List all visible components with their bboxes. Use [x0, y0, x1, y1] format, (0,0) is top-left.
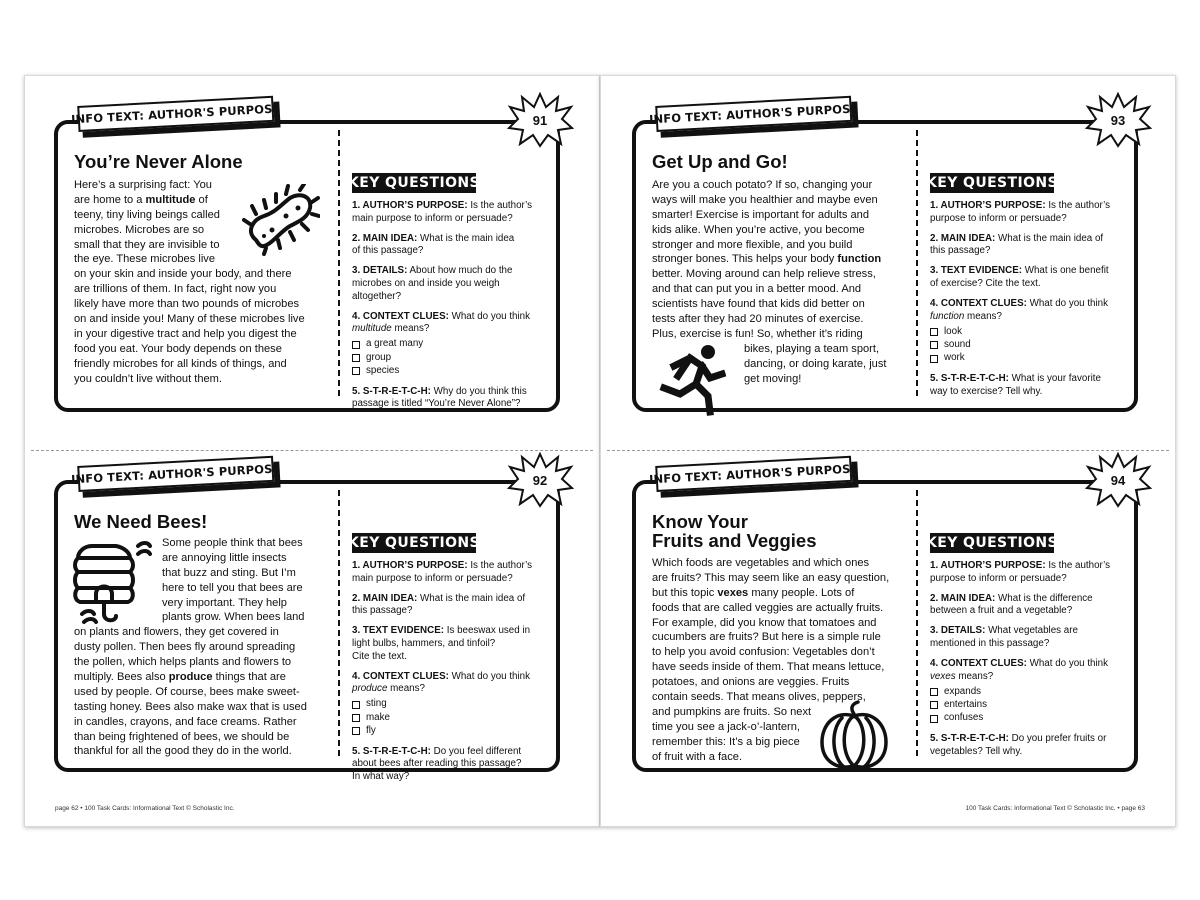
passage-line: multiply. Bees also produce things that are [74, 671, 286, 684]
question-text: microbes on and inside you weigh [352, 277, 500, 289]
option-label: make [366, 711, 390, 723]
passage-line: the pollen, which helps plants and flowers to [74, 656, 292, 669]
answer-option[interactable] [930, 699, 1126, 712]
passage-line: plants grow. When bees land [162, 611, 305, 624]
passage-line: you couldn’t live without them. [74, 372, 222, 385]
key-questions-label: KEY QUESTIONS [348, 535, 480, 551]
passage-line: the eye. These microbes live [74, 253, 216, 266]
option-label: look [944, 325, 962, 337]
checkbox[interactable] [930, 701, 938, 709]
passage-line: in your digestive tract and help you digest the [74, 327, 297, 340]
card-number-burst [506, 452, 574, 508]
answer-option[interactable] [352, 338, 548, 351]
checkbox[interactable] [930, 715, 938, 723]
question-text: of this passage? [352, 245, 424, 257]
column-divider [338, 490, 340, 756]
task-card-91 [54, 100, 566, 416]
question-text: mentioned in this passage? [930, 637, 1050, 649]
cut-line [31, 450, 593, 451]
question-2 [930, 233, 1126, 258]
answer-option[interactable] [930, 325, 1126, 338]
answer-option[interactable] [930, 339, 1126, 352]
card-number: 92 [532, 472, 548, 488]
passage-line: but this topic vexes many people. Lots of [652, 586, 855, 599]
question-text: 4. CONTEXT CLUES: What do you think [930, 298, 1109, 310]
passage-line: friendly microbes for all kinds of things, and [74, 357, 287, 370]
question-text: 3. TEXT EVIDENCE: Is beeswax used in [352, 625, 531, 637]
passage-line: here to tell you that bees are [162, 581, 303, 594]
question-2 [352, 233, 548, 258]
question-text: main purpose to inform or persuade? [352, 572, 513, 584]
question-text: between a fruit and a vegetable? [930, 605, 1073, 617]
option-label: sting [366, 698, 387, 710]
question-text: 3. DETAILS: About how much do the [352, 265, 513, 277]
key-questions-list [930, 200, 1126, 406]
question-text: 3. TEXT EVIDENCE: What is one benefit [930, 265, 1109, 277]
column-divider [916, 130, 918, 396]
option-label: sound [944, 339, 971, 351]
passage-line: very important. They help [162, 596, 287, 609]
passage-line: Which foods are vegetables and which ones [652, 557, 870, 569]
passage-line: scientists have found that kids did better on [652, 298, 865, 311]
card-number: 91 [532, 112, 548, 128]
option-label: confuses [944, 712, 984, 724]
column-divider [338, 130, 340, 396]
passage-line: on your skin and inside your body, and there [74, 268, 292, 281]
banner-label: INFO TEXT: AUTHOR'S PURPOSE [648, 101, 859, 127]
question-text: 2. MAIN IDEA: What is the difference [930, 592, 1093, 604]
card-number-burst [506, 92, 574, 148]
passage-line: are home to a multitude of [74, 193, 208, 206]
passage-line: small that they are invisible to [74, 238, 220, 251]
passage-line: than being frightened of bees, we should be [74, 730, 290, 743]
question-text: 5. S-T-R-E-T-C-H: Why do you think this [352, 385, 527, 397]
question-text: altogether? [352, 290, 402, 302]
card-number: 93 [1110, 112, 1126, 128]
passage-line: microbes. Microbes are so [74, 223, 205, 236]
question-4 [352, 671, 548, 738]
checkbox[interactable] [930, 688, 938, 696]
question-1 [930, 200, 1126, 225]
checkbox[interactable] [352, 367, 360, 375]
question-text: 5. S-T-R-E-T-C-H: What is your favorite [930, 372, 1101, 384]
key-questions-label: KEY QUESTIONS [348, 175, 480, 191]
page-footer-right: 100 Task Cards: Informational Text © Scholastic Inc. • page 63 [965, 805, 1145, 812]
task-card-93 [632, 100, 1144, 416]
passage-line: of fruit with a face. [652, 750, 743, 763]
passage-line: used by people. Of course, bees make sweet- [74, 685, 300, 698]
card-title: We Need Bees! [74, 511, 208, 532]
question-text: 1. AUTHOR’S PURPOSE: Is the author’s [352, 560, 533, 571]
question-3 [352, 265, 548, 303]
option-label: expands [944, 685, 982, 697]
question-text: main purpose to inform or persuade? [352, 212, 513, 224]
passage-line: remember this: It’s a big piece [652, 735, 800, 748]
passage-line: ways will make you healthier and maybe even [652, 193, 878, 206]
passage-line: are trillions of them. In fact, right now you [74, 283, 277, 296]
card-title-line-2: Fruits and Veggies [652, 530, 817, 551]
answer-option[interactable] [352, 711, 548, 724]
passage-line: bikes, playing a team sport, [744, 342, 880, 355]
passage-line: and that can put you in a better mood. And [652, 283, 862, 296]
answer-options [352, 338, 548, 378]
question-text: purpose to inform or persuade? [930, 572, 1067, 584]
banner-label: INFO TEXT: AUTHOR'S PURPOSE [70, 101, 281, 127]
answer-option[interactable] [930, 712, 1126, 725]
question-text: produce means? [352, 683, 425, 695]
question-text: 3. DETAILS: What vegetables are [930, 625, 1078, 637]
option-label: entertains [944, 699, 988, 711]
checkbox[interactable] [930, 355, 938, 363]
answer-option[interactable] [352, 351, 548, 364]
question-text: purpose to inform or persuade? [930, 212, 1067, 224]
question-text: 2. MAIN IDEA: What is the main idea of [930, 232, 1104, 244]
passage-line: are fruits? This may seem like an easy question, [652, 571, 890, 584]
passage-line: on plants and flowers, they get covered in [74, 626, 279, 639]
passage-line: dancing, or doing karate, just [744, 357, 887, 370]
task-card-94 [632, 460, 1144, 776]
question-text: 2. MAIN IDEA: What is the main idea of [352, 592, 526, 604]
checkbox[interactable] [930, 328, 938, 336]
question-2 [930, 593, 1126, 618]
answer-option[interactable] [352, 365, 548, 378]
question-text: 4. CONTEXT CLUES: What do you think [352, 670, 531, 682]
beehive-icon [72, 538, 156, 626]
question-text: 1. AUTHOR’S PURPOSE: Is the author’s [352, 200, 533, 211]
answer-options [930, 685, 1126, 725]
card-title: You’re Never Alone [74, 151, 243, 172]
passage-line: stronger bones. This helps your body function [652, 253, 882, 266]
question-1 [352, 200, 548, 225]
question-text: 5. S-T-R-E-T-C-H: Do you feel different [352, 745, 522, 757]
question-text: multitude means? [352, 323, 430, 335]
passage-line: get moving! [744, 372, 802, 385]
checkbox[interactable] [352, 701, 360, 709]
checkbox[interactable] [352, 727, 360, 735]
question-text: Cite the text. [352, 650, 407, 662]
answer-option[interactable] [930, 352, 1126, 365]
answer-options [930, 325, 1126, 365]
checkbox[interactable] [352, 341, 360, 349]
passage-line: Here’s a surprising fact: You [74, 179, 212, 191]
passage-line: cucumbers are fruits? But here is a simple rule [652, 631, 881, 644]
pumpkin-icon [818, 700, 890, 772]
question-text: 1. AUTHOR’S PURPOSE: Is the author’s [930, 200, 1111, 211]
question-2 [352, 593, 548, 618]
passage-line: thankful for all the good they do in the world. [74, 745, 292, 758]
microbe-icon [242, 184, 320, 256]
answer-options [352, 698, 548, 738]
card-number-burst [1084, 452, 1152, 508]
question-5 [930, 733, 1126, 758]
question-3 [930, 625, 1126, 650]
passage-line: are annoying little insects [162, 551, 287, 564]
question-5 [352, 746, 548, 784]
passage-line: stronger and more flexible, and you build [652, 238, 853, 251]
passage-line: contain seeds. That means olives, peppers, [652, 691, 866, 704]
question-5 [930, 373, 1126, 398]
checkbox[interactable] [352, 714, 360, 722]
passage-line: tests after they had 20 minutes of exercise. [652, 313, 864, 326]
question-4 [352, 311, 548, 378]
question-4 [930, 298, 1126, 365]
passage-line: potatoes, and onions are veggies. Fruits [652, 676, 850, 689]
answer-option[interactable] [352, 698, 548, 711]
passage-line: dusty pollen. Then bees fly around spreading [74, 641, 296, 654]
question-text: 4. CONTEXT CLUES: What do you think [352, 310, 531, 322]
question-4 [930, 658, 1126, 725]
passage-line: likely have more than two pounds of microbes [74, 298, 300, 311]
passage-line: tasting honey. Bees also make wax that is used [74, 700, 307, 713]
question-3 [930, 265, 1126, 290]
runner-icon [656, 344, 726, 416]
task-card-92 [54, 460, 566, 782]
question-1 [930, 560, 1126, 585]
question-5 [352, 386, 548, 411]
passage-line: in candles, crayons, and face creams. Rather [74, 715, 297, 728]
passage-line: on and inside you! Many of these microbes live [74, 313, 305, 326]
key-questions-label: KEY QUESTIONS [926, 175, 1058, 191]
banner-label: INFO TEXT: AUTHOR'S PURPOSE [648, 461, 859, 487]
question-text: vexes means? [930, 670, 994, 682]
passage-line: and pumpkins are fruits. So next [652, 705, 812, 718]
question-3 [352, 625, 548, 663]
option-label: a great many [366, 338, 424, 350]
option-label: group [366, 351, 392, 363]
key-questions-list [352, 200, 548, 418]
key-questions-label: KEY QUESTIONS [926, 535, 1058, 551]
question-text: 2. MAIN IDEA: What is the main idea [352, 232, 515, 244]
option-label: species [366, 365, 400, 377]
checkbox[interactable] [352, 354, 360, 362]
question-text: In what way? [352, 770, 410, 782]
passage-line: Are you a couch potato? If so, changing your [652, 179, 873, 191]
question-text: 5. S-T-R-E-T-C-H: Do you prefer fruits or [930, 732, 1107, 744]
key-questions-list [930, 560, 1126, 766]
passage-line: to help you avoid confusion: Vegetables don’t [652, 646, 875, 659]
question-text: 1. AUTHOR’S PURPOSE: Is the author’s [930, 560, 1111, 571]
answer-option[interactable] [930, 685, 1126, 698]
option-label: work [944, 352, 965, 364]
passage-line: smarter! Exercise is important for adults and [652, 208, 870, 221]
passage-line: kids alike. When you’re active, you become [652, 223, 865, 236]
question-text: function means? [930, 310, 1002, 322]
question-text: about bees after reading this passage? [352, 758, 522, 770]
question-text: this passage? [352, 605, 413, 617]
passage-line: better. Moving around can help relieve stress, [652, 268, 876, 281]
question-text: light bulbs, hammers, and tinfoil? [352, 637, 496, 649]
question-text: this passage? [930, 245, 991, 257]
key-questions-list [352, 560, 548, 791]
card-number: 94 [1110, 472, 1126, 488]
passage-line: teeny, tiny living beings called [74, 208, 220, 221]
question-text: of exercise? Cite the text. [930, 277, 1041, 289]
passage-line: Some people think that bees [162, 537, 303, 549]
passage-line: time you see a jack-o’-lantern, [652, 720, 800, 733]
answer-option[interactable] [352, 725, 548, 738]
cut-line [607, 450, 1169, 451]
card-title: Get Up and Go! [652, 151, 788, 172]
passage-line: Plus, exercise is fun! So, whether it’s riding [652, 327, 863, 340]
card-number-burst [1084, 92, 1152, 148]
question-text: passage is titled “You’re Never Alone”? [352, 398, 521, 410]
card-title-line-1: Know Your [652, 511, 748, 532]
banner-label: INFO TEXT: AUTHOR'S PURPOSE [70, 461, 281, 487]
passage-line: For example, did you know that tomatoes and [652, 616, 877, 629]
question-text: 4. CONTEXT CLUES: What do you think [930, 658, 1109, 670]
passage-line: foods that are called veggies are actually fruits. [652, 601, 884, 614]
column-divider [916, 490, 918, 756]
question-text: way to exercise? Tell why. [930, 385, 1043, 397]
option-label: fly [366, 725, 376, 737]
checkbox[interactable] [930, 341, 938, 349]
passage-line: food you eat. Your body depends on these [74, 342, 282, 355]
passage-line: have seeds inside of them. That means lettuce, [652, 661, 885, 674]
passage-line: that buzz and sting. But I’m [162, 566, 296, 579]
question-1 [352, 560, 548, 585]
question-text: vegetables? Tell why. [930, 745, 1023, 757]
page-footer-left: page 62 • 100 Task Cards: Informational Text © Scholastic Inc. [55, 805, 235, 812]
